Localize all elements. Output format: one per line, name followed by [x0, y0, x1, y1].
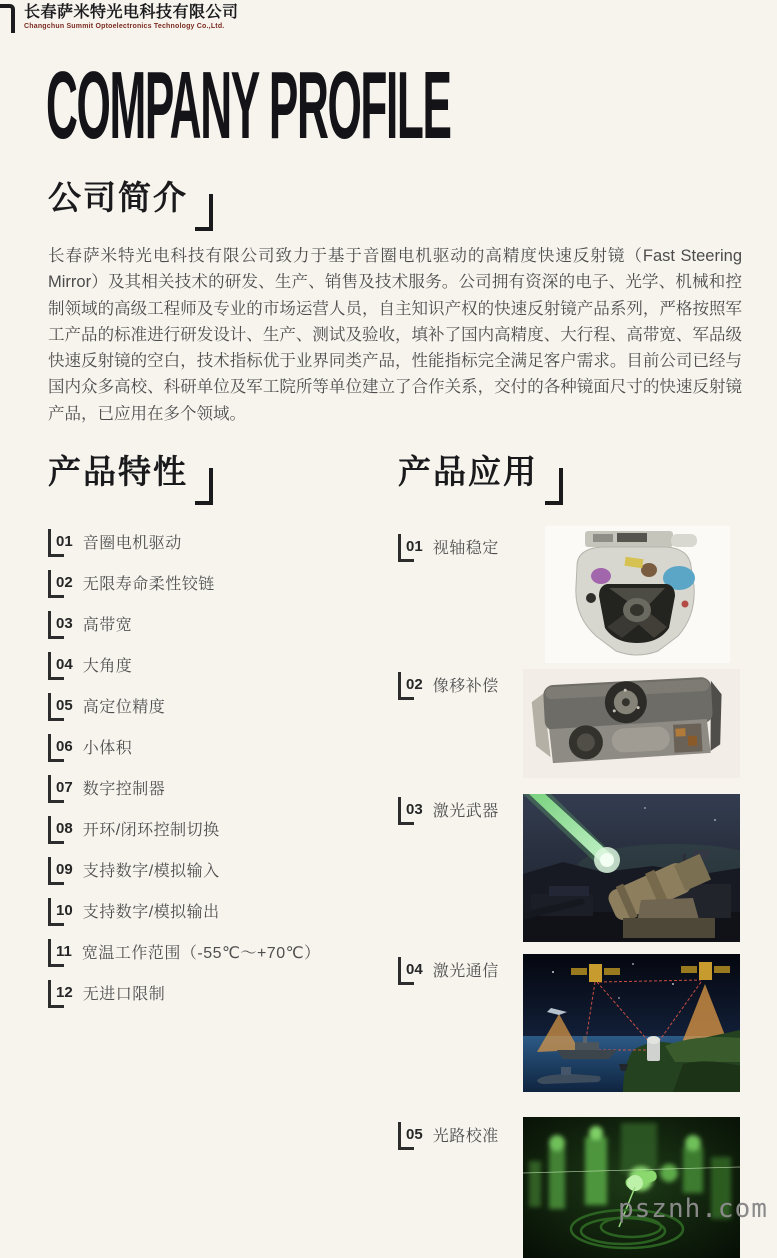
- feature-list-item: [48, 733, 388, 759]
- feature-label: 数字控制器: [82, 780, 166, 798]
- feature-number: 11: [56, 942, 72, 960]
- logo: [0, 4, 239, 33]
- intro-section-heading: [48, 178, 213, 231]
- feature-number: 04: [56, 655, 73, 673]
- logo-text: [24, 4, 239, 30]
- application-list-item: [398, 956, 499, 982]
- feature-number: 01: [56, 532, 73, 550]
- feature-label: 支持数字/模拟输出: [82, 903, 220, 921]
- application-label: 激光武器: [432, 802, 499, 820]
- feature-label: 音圈电机驱动: [82, 534, 182, 552]
- laser-communication-photo: [523, 954, 740, 1092]
- feature-label: 小体积: [82, 739, 133, 757]
- feature-number: 10: [56, 901, 73, 919]
- feature-list-item: [48, 651, 388, 677]
- intro-heading-text: 公司简介: [48, 179, 188, 216]
- laser-weapon-image: [523, 794, 740, 942]
- application-list-item: [398, 533, 499, 559]
- corner-bracket-icon: [195, 194, 213, 231]
- feature-list-item: [48, 979, 388, 1005]
- applications-heading: [398, 452, 563, 505]
- feature-list-item: [48, 774, 388, 800]
- corner-bracket-icon: [195, 468, 213, 505]
- feature-number: 05: [56, 696, 73, 714]
- feature-list-item: [48, 692, 388, 718]
- company-name-zh: 长春萨米特光电科技有限公司: [24, 4, 239, 21]
- laser-communication-image: [523, 954, 740, 1092]
- applications-heading-text: 产品应用: [398, 453, 538, 490]
- feature-number: 02: [56, 573, 73, 591]
- feature-list-item: [48, 897, 388, 923]
- application-list-item: [398, 796, 499, 822]
- feature-list-item: [48, 856, 388, 882]
- features-list: [48, 528, 388, 1020]
- application-label: 光路校准: [432, 1127, 499, 1145]
- feature-number: 08: [56, 819, 73, 837]
- image-motion-compensation-photo: [523, 669, 740, 778]
- application-list-item: [398, 671, 499, 697]
- application-number: 01: [406, 537, 423, 555]
- feature-number: 12: [56, 983, 73, 1001]
- application-number: 05: [406, 1125, 423, 1143]
- application-number: 04: [406, 960, 423, 978]
- feature-label: 开环/闭环控制切换: [82, 821, 220, 839]
- application-number: 02: [406, 675, 423, 693]
- feature-number: 06: [56, 737, 73, 755]
- corner-bracket-icon: [545, 468, 563, 505]
- aerial-camera-image: [523, 669, 740, 778]
- sight-stabilization-photo: [545, 526, 730, 663]
- application-label: 激光通信: [432, 962, 499, 980]
- feature-list-item: [48, 938, 388, 964]
- optical-bench-image: [523, 1117, 740, 1258]
- feature-list-item: [48, 528, 388, 554]
- page-title: COMPANY PROFILE: [46, 52, 451, 159]
- intro-paragraph: 长春萨米特光电科技有限公司致力于基于音圈电机驱动的高精度快速反射镜（Fast Steering Mirror）及其相关技术的研发、生产、销售及技术服务。公司拥有资深的电子、光学、机械和控制领域的高级工程师及专业的市场运营人员，自主知识产权的快速反射镜产品系列，严格按照军工产品的标准进行研发设计、生产、测试及验收，填补了国内高精度、大行程、高带宽、军品级快速反射镜的空白，技术指标优于业界同类产品，性能指标完全满足客户需求。目前公司已经与国内众多高校、科研单位及军工院所等单位建立了合作关系，交付的各种镜面尺寸的快速反射镜产品，已应用在多个领域。: [48, 247, 742, 423]
- optical-path-calibration-photo: [523, 1117, 740, 1258]
- feature-label: 支持数字/模拟输入: [82, 862, 220, 880]
- feature-list-item: [48, 569, 388, 595]
- features-heading-text: 产品特性: [48, 453, 188, 490]
- laser-weapon-photo: [523, 794, 740, 942]
- company-name-en: Changchun Summit Optoelectronics Technology Co.,Ltd.: [24, 23, 225, 31]
- feature-label: 高定位精度: [82, 698, 166, 716]
- application-label: 像移补偿: [432, 677, 499, 695]
- logo-mark-icon: [0, 4, 15, 33]
- eo-turret-image: [545, 526, 730, 663]
- application-number: 03: [406, 800, 423, 818]
- watermark: psznh.com: [618, 1194, 768, 1224]
- feature-label: 高带宽: [82, 616, 133, 634]
- feature-number: 03: [56, 614, 73, 632]
- features-heading: [48, 452, 213, 505]
- application-label: 视轴稳定: [432, 539, 499, 557]
- application-list-item: [398, 1121, 499, 1147]
- feature-label: 无进口限制: [82, 985, 166, 1003]
- feature-label: 宽温工作范围（-55℃～+70℃）: [81, 944, 321, 962]
- feature-list-item: [48, 815, 388, 841]
- feature-label: 大角度: [82, 657, 133, 675]
- feature-number: 07: [56, 778, 73, 796]
- feature-number: 09: [56, 860, 73, 878]
- feature-label: 无限寿命柔性铰链: [82, 575, 215, 593]
- feature-list-item: [48, 610, 388, 636]
